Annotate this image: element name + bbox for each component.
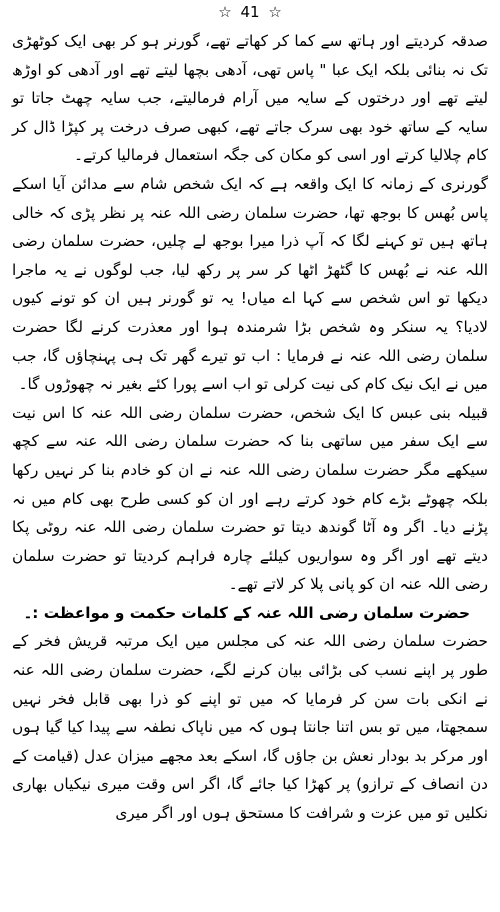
paragraph-porter-story: گورنری کے زمانہ کا ایک واقعہ ہے کہ ایک شخص شام سے مدائن آیا اسکے پاس بُھس کا بوجھ تھا، حضرت سلمان رضی اللہ عنہ پر نظر پڑی کہ خالی ہاتھ ہیں تو کہنے لگا کہ آپ ذرا میرا بوجھ لے چلیں، حضرت سلمان رضی اللہ عنہ نے بُھس کا گٹھڑ اٹھا کر سر پر رکھ لیا، جب لوگوں نے یہ ماجرا دیکھا تو اس شخص سے کہا اے میاں! یہ تو گورنر ہیں ان کو تونے کیوں لادیا؟ یہ سنکر وہ شخص بڑا شرمندہ ہوا اور معذرت کرنے لگا حضرت سلمان رضی اللہ عنہ نے فرمایا : اب تو تیرے گھر تک ہی پہنچاؤں گا، جب میں نے ایک نیک کام کی نیت کرلی تو اب اسے پورا کئے بغیر نہ چھوڑوں گا۔	[12, 174, 488, 394]
page-number: 41	[240, 3, 260, 21]
paragraph-wisdom: حضرت سلمان رضی اللہ عنہ کی مجلس میں ایک مرتبہ قریش فخر کے طور پر اپنے نسب کی بڑائی بیان کرنے لگے، حضرت سلمان رضی اللہ عنہ نے انکی بات سن کر فرمایا کہ میں تو اپنے کو ذرا بھی قابل فخر نہیں سمجھتا، میں تو بس اتنا جانتا ہوں کہ میں ناپاک نطفہ سے پیدا کیا گیا ہوں اور مرکر بد بودار نعش بن جاؤں گا، اسکے بعد مجھے میزان عدل (قیامت کے دن انصاف کے ترازو) پر کھڑا کیا جائے گا، اگر اس وقت میری نیکیاں بھاری نکلیں تو میں عزت و شرافت کا مستحق ہوں اور اگر میری	[12, 632, 488, 823]
star-icon: ☆	[268, 3, 282, 21]
page-header	[0, 2, 500, 22]
star-icon: ☆	[218, 3, 232, 21]
paragraph-governorship: صدقہ کردیتے اور ہاتھ سے کما کر کھاتے تھے، گورنر ہو کر بھی ایک کوٹھڑی تک نہ بنائی بلکہ ایک عبا " پاس تھی، آدھی بچھا لیتے تھے اور آدھی کو اوڑھ لیتے تھے اور درختوں کے سایہ میں آرام فرمالیتے، جب سایہ چھٹ جاتا تو سایہ کے ساتھ خود بھی سرک جاتے تھے، کبھی صرف درخت پر کپڑا ڈال کر کام چلالیا کرتے اور اسی کو مکان کی جگہ استعمال فرمالیا کرتے۔	[12, 32, 488, 165]
paragraph-travel-companion: قبیلہ بنی عبس کا ایک شخص، حضرت سلمان رضی اللہ عنہ کا اس نیت سے ایک سفر میں ساتھی بنا کہ حضرت سلمان رضی اللہ عنہ سے کچھ سیکھے مگر حضرت سلمان رضی اللہ عنہ نے ان کو خادم بنا کر نہیں رکھا بلکہ چھوٹے بڑے کام خود کرتے رہے اور ان کو کسی طرح بھی کام میں نہ پڑنے دیا۔ اگر وہ آٹا گوندھ دیتا تو حضرت سلمان رضی اللہ عنہ روٹی پکا دیتے تھے اور اگر وہ سواریوں کیلئے چارہ فراہم کردیتا تو حضرت سلمان رضی اللہ عنہ ان کو پانی پلا کر لاتے تھے۔	[12, 403, 488, 594]
section-heading: حضرت سلمان رضی اللہ عنہ کے کلمات حکمت و مواعظت :۔	[23, 603, 470, 622]
page-body	[12, 27, 488, 828]
